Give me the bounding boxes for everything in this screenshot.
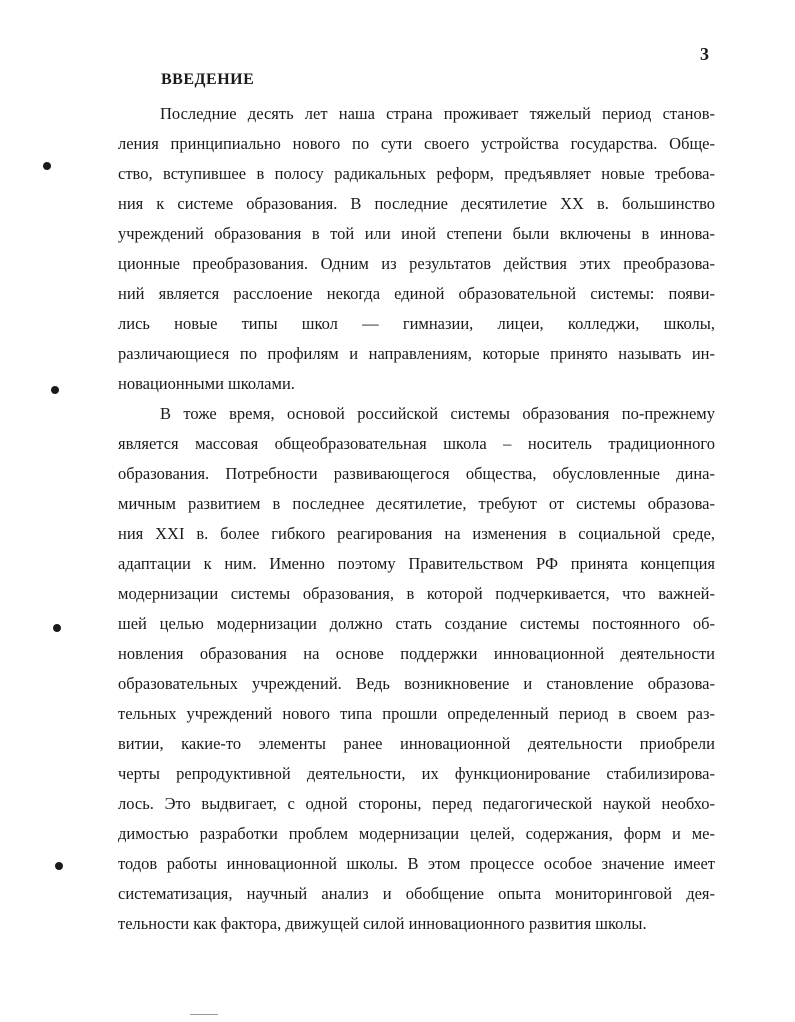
text-line: мичным развитием в последнее десятилетие, требуют от системы образова-: [118, 494, 715, 513]
text-line: адаптации к ним. Именно поэтому Правительством РФ принята концепция: [118, 554, 715, 573]
binder-hole-mark: [43, 162, 51, 170]
text-line: новационными школами.: [118, 374, 295, 393]
binder-hole-mark: [51, 386, 59, 394]
text-line: витии, какие-то элементы ранее инновационной деятельности приобрели: [118, 734, 715, 753]
binder-hole-mark: [55, 862, 63, 870]
text-line: тодов работы инновационной школы. В этом процессе особое значение имеет: [118, 854, 715, 873]
text-line: образовательных учреждений. Ведь возникновение и становление образова-: [118, 674, 715, 693]
text-line: новления образования на основе поддержки инновационной деятельности: [118, 644, 715, 663]
text-line: ния XXI в. более гибкого реагирования на изменения в социальной среде,: [118, 524, 715, 543]
text-line: является массовая общеобразовательная школа – носитель традиционного: [118, 434, 715, 453]
text-line: ния к системе образования. В последние десятилетие XX в. большинство: [118, 194, 715, 213]
binder-hole-mark: [53, 624, 61, 632]
text-line: димостью разработки проблем модернизации целей, содержания, форм и ме-: [118, 824, 715, 843]
text-line: различающиеся по профилям и направлениям, которые принято называть ин-: [118, 344, 715, 363]
text-line: Последние десять лет наша страна проживает тяжелый период станов-: [160, 104, 715, 123]
text-line: ционные преобразования. Одним из результатов действия этих преобразова-: [118, 254, 715, 273]
text-line: шей целью модернизации должно стать создание системы постоянного об-: [118, 614, 715, 633]
text-line: тельных учреждений нового типа прошли определенный период в своем раз-: [118, 704, 715, 723]
text-line: черты репродуктивной деятельности, их функционирование стабилизирова-: [118, 764, 715, 783]
scan-mark: [190, 1014, 218, 1015]
text-line: ство, вступившее в полосу радикальных реформ, предъявляет новые требова-: [118, 164, 715, 183]
text-line: лось. Это выдвигает, с одной стороны, перед педагогической наукой необхо-: [118, 794, 715, 813]
text-line: лись новые типы школ — гимназии, лицеи, колледжи, школы,: [118, 314, 715, 333]
page-heading: ВВЕДЕНИЕ: [161, 71, 255, 88]
text-line: модернизации системы образования, в которой подчеркивается, что важней-: [118, 584, 715, 603]
text-line: образования. Потребности развивающегося общества, обусловленные дина-: [118, 464, 715, 483]
page-number: 3: [700, 44, 709, 64]
text-line: ления принципиально нового по сути своего устройства государства. Обще-: [118, 134, 715, 153]
text-line: В тоже время, основой российской системы образования по-прежнему: [160, 404, 715, 423]
text-line: тельности как фактора, движущей силой инновационного развития школы.: [118, 914, 647, 933]
text-line: учреждений образования в той или иной степени были включены в иннова-: [118, 224, 715, 243]
text-line: ний является расслоение некогда единой образовательной системы: появи-: [118, 284, 715, 303]
text-line: систематизация, научный анализ и обобщение опыта мониторинговой дея-: [118, 884, 715, 903]
